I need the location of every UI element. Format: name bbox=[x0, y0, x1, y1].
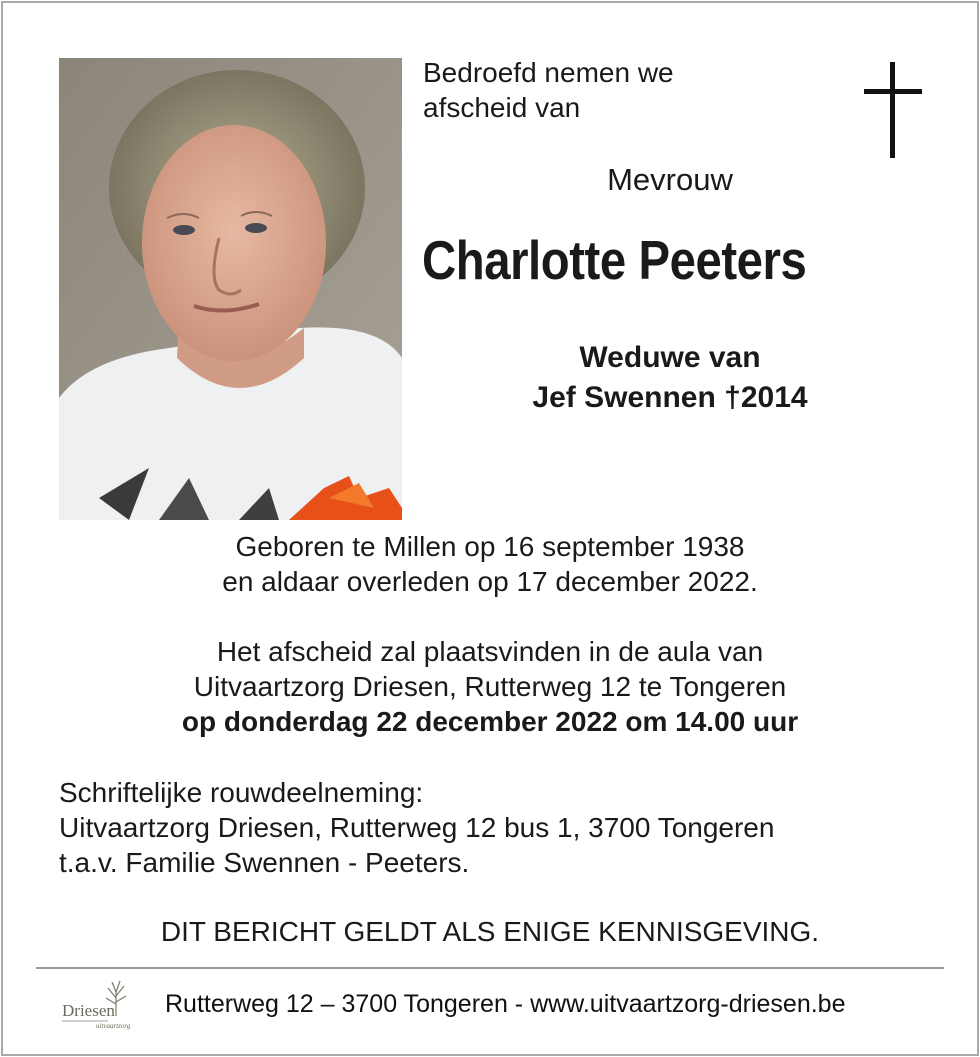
footer-address[interactable]: Rutterweg 12 – 3700 Tongeren - www.uitvaartzorg-driesen.be bbox=[165, 990, 846, 1018]
farewell-line-1: Het afscheid zal plaatsvinden in de aula van bbox=[216, 636, 764, 667]
notice-text: DIT BERICHT GELDT ALS ENIGE KENNISGEVING. bbox=[160, 916, 820, 947]
condolence-line-2: Uitvaartzorg Driesen, Rutterweg 12 bus 1, 3700 Tongeren bbox=[59, 812, 775, 843]
widow-line-2: Jef Swennen †2014 bbox=[532, 381, 808, 414]
born-line-1: Geboren te Millen op 16 september 1938 bbox=[235, 531, 745, 562]
deceased-name: Charlotte Peeters bbox=[422, 229, 807, 291]
farewell-date: op donderdag 22 december 2022 om 14.00 uur bbox=[181, 706, 799, 737]
birth-death-info bbox=[60, 529, 920, 599]
condolence-line-1: Schriftelijke rouwdeelneming: bbox=[59, 777, 424, 808]
widow-of bbox=[470, 338, 870, 418]
logo-name: Driesen bbox=[62, 1001, 115, 1020]
intro-line-1: Bedroefd nemen we bbox=[423, 57, 674, 88]
condolence-info bbox=[59, 775, 774, 880]
born-line-2: en aldaar overleden op 17 december 2022. bbox=[222, 566, 758, 597]
condolence-line-3: t.a.v. Familie Swennen - Peeters. bbox=[59, 847, 470, 878]
intro-text bbox=[423, 55, 674, 125]
portrait-photo bbox=[59, 58, 402, 520]
latin-cross-icon bbox=[864, 62, 922, 158]
title-honorific: Mevrouw bbox=[607, 162, 733, 197]
logo-sub: uitvaartzorg bbox=[96, 1022, 131, 1030]
widow-line-1: Weduwe van bbox=[579, 341, 761, 374]
intro-line-2: afscheid van bbox=[423, 92, 581, 123]
farewell-info bbox=[60, 634, 920, 739]
farewell-line-2: Uitvaartzorg Driesen, Rutterweg 12 te Tongeren bbox=[193, 671, 787, 702]
tree-logo-icon bbox=[58, 976, 144, 1034]
footer-divider bbox=[36, 967, 944, 969]
